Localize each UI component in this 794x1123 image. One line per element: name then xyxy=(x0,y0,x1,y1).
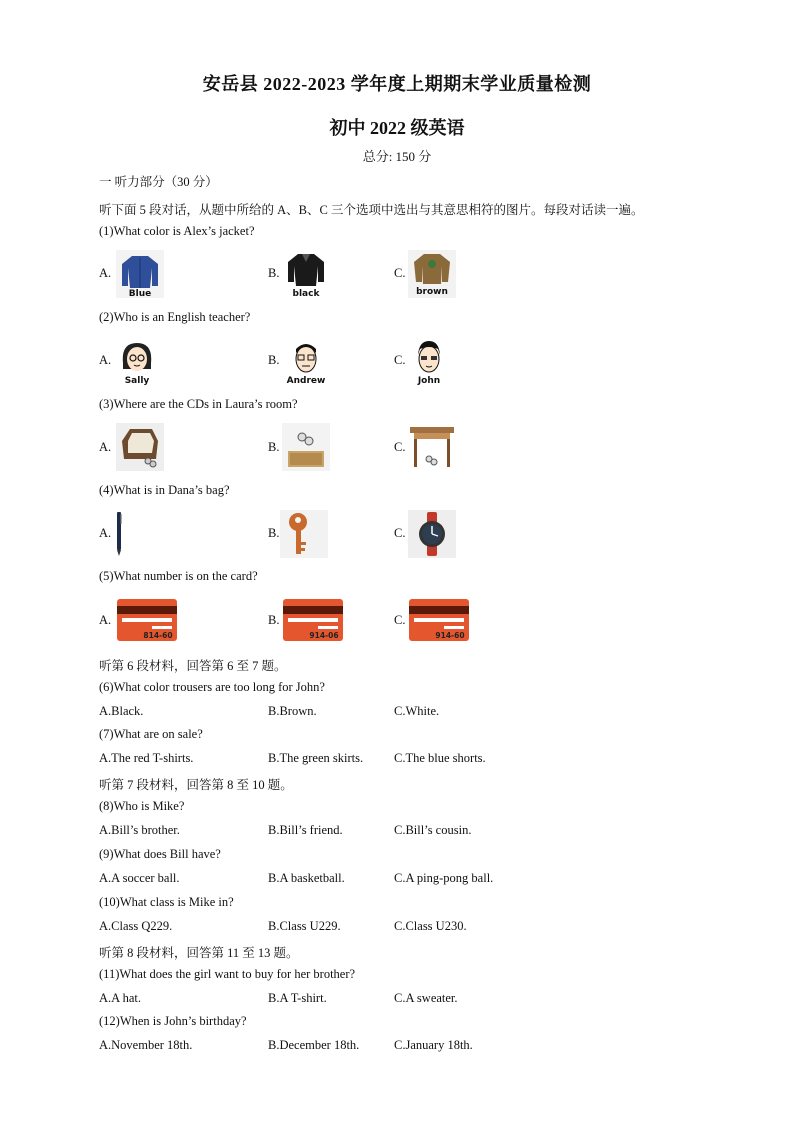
option-b: B.Bill’s friend. xyxy=(268,823,343,837)
option-a: A.A soccer ball. xyxy=(99,871,180,885)
option-label: C. xyxy=(394,613,406,627)
question-7: (7)What are on sale? xyxy=(99,727,203,741)
question-4: (4)What is in Dana’s bag? xyxy=(99,483,230,497)
option-label: B. xyxy=(268,353,280,367)
option-a: A.The red T-shirts. xyxy=(99,751,194,765)
question-8: (8)Who is Mike? xyxy=(99,799,185,813)
option-label: A. xyxy=(99,440,112,454)
section-heading: 一 听力部分（30 分） xyxy=(99,175,218,189)
option-c: C.Bill’s cousin. xyxy=(394,823,472,837)
john-face-image xyxy=(405,337,453,385)
option-label: A. xyxy=(99,266,112,280)
card-number: 914-06 xyxy=(309,631,339,640)
watch-image xyxy=(408,510,456,558)
question-11: (11)What does the girl want to buy for her brother? xyxy=(99,967,356,981)
option-b: B.A T-shirt. xyxy=(268,991,327,1005)
option-label: B. xyxy=(268,266,280,280)
option-b: B.Brown. xyxy=(268,704,317,718)
section-heading: 听第 7 段材料，回答第 8 至 10 题。 xyxy=(99,778,293,792)
blue-jacket-image xyxy=(116,250,164,298)
total-score: 总分: 150 分 xyxy=(362,149,432,164)
option-a: A.November 18th. xyxy=(99,1038,193,1052)
question-12: (12)When is John’s birthday? xyxy=(99,1014,247,1028)
question-3: (3)Where are the CDs in Laura’s room? xyxy=(99,397,298,411)
option-label: A. xyxy=(99,353,112,367)
image-caption: Blue xyxy=(128,289,152,298)
card-number: 914-60 xyxy=(435,631,465,640)
option-label: A. xyxy=(99,613,112,627)
section-heading: 听第 8 段材料，回答第 11 至 13 题。 xyxy=(99,946,299,960)
option-label: C. xyxy=(394,353,406,367)
option-label: C. xyxy=(394,440,406,454)
question-5: (5)What number is on the card? xyxy=(99,569,258,583)
section-heading: 听第 6 段材料，回答第 6 至 7 题。 xyxy=(99,659,287,673)
image-caption: Andrew xyxy=(286,376,326,385)
option-a: A.Class Q229. xyxy=(99,919,173,933)
option-c: C.White. xyxy=(394,704,440,718)
image-caption: black xyxy=(292,289,320,298)
option-a: A.Bill’s brother. xyxy=(99,823,180,837)
brown-jacket-image xyxy=(408,250,456,298)
option-label: B. xyxy=(268,440,280,454)
option-a: A.Black. xyxy=(99,704,144,718)
card-image-b xyxy=(282,598,344,642)
option-c: C.Class U230. xyxy=(394,919,467,933)
option-c: C.A ping-pong ball. xyxy=(394,871,494,885)
option-a: A.A hat. xyxy=(99,991,142,1005)
option-label: C. xyxy=(394,266,406,280)
instruction: 听下面 5 段对话，从题中所给的 A、B、C 三个选项中选出与其意思相符的图片。每段对话读一遍。 xyxy=(99,203,644,217)
question-9: (9)What does Bill have? xyxy=(99,847,221,861)
option-b: B.Class U229. xyxy=(268,919,341,933)
card-image-c xyxy=(408,598,470,642)
andrew-face-image xyxy=(282,337,330,385)
black-jacket-image xyxy=(282,250,330,298)
option-b: B.A basketball. xyxy=(268,871,345,885)
option-c: C.The blue shorts. xyxy=(394,751,486,765)
key-image xyxy=(280,510,328,558)
card-image-a xyxy=(116,598,178,642)
exam-subtitle: 初中 2022 级英语 xyxy=(329,118,465,138)
option-label: B. xyxy=(268,526,280,540)
image-caption: brown xyxy=(416,287,448,297)
option-b: B.The green skirts. xyxy=(268,751,364,765)
question-1: (1)What color is Alex’s jacket? xyxy=(99,224,255,238)
table-with-cds-image xyxy=(408,423,456,471)
desk-with-cds-image xyxy=(282,423,330,471)
sally-face-image xyxy=(113,337,161,385)
option-label: C. xyxy=(394,526,406,540)
option-label: B. xyxy=(268,613,280,627)
pen-image xyxy=(110,510,158,558)
image-caption: John xyxy=(417,376,441,385)
option-c: C.January 18th. xyxy=(394,1038,473,1052)
option-label: A. xyxy=(99,526,112,540)
exam-title: 安岳县 2022-2023 学年度上期期末学业质量检测 xyxy=(202,74,592,94)
question-2: (2)Who is an English teacher? xyxy=(99,310,251,324)
image-caption: Sally xyxy=(124,376,150,385)
card-number: 814-60 xyxy=(143,631,173,640)
armchair-with-cds-image xyxy=(116,423,164,471)
option-b: B.December 18th. xyxy=(268,1038,360,1052)
question-10: (10)What class is Mike in? xyxy=(99,895,234,909)
question-6: (6)What color trousers are too long for John? xyxy=(99,680,325,694)
option-c: C.A sweater. xyxy=(394,991,458,1005)
